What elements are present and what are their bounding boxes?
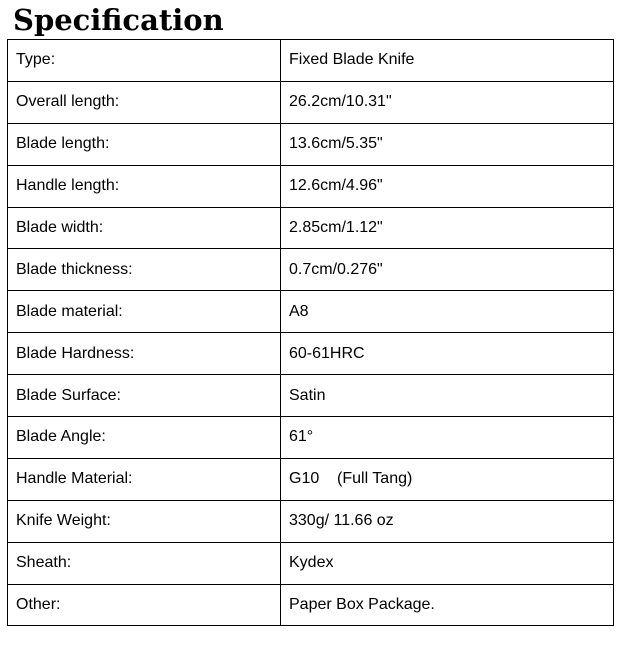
spec-value: Paper Box Package. bbox=[281, 584, 614, 626]
table-row bbox=[8, 375, 614, 417]
spec-value: 61° bbox=[281, 417, 614, 459]
spec-table bbox=[7, 39, 614, 626]
spec-label: Overall length: bbox=[8, 81, 281, 123]
spec-label: Blade width: bbox=[8, 207, 281, 249]
table-row bbox=[8, 123, 614, 165]
spec-value: G10 (Full Tang) bbox=[281, 458, 614, 500]
spec-value: Kydex bbox=[281, 542, 614, 584]
spec-label: Sheath: bbox=[8, 542, 281, 584]
spec-label: Handle length: bbox=[8, 165, 281, 207]
table-row bbox=[8, 291, 614, 333]
table-row bbox=[8, 584, 614, 626]
table-row bbox=[8, 542, 614, 584]
spec-label: Knife Weight: bbox=[8, 500, 281, 542]
table-row bbox=[8, 249, 614, 291]
table-row bbox=[8, 81, 614, 123]
spec-table-body bbox=[8, 40, 614, 626]
spec-value: A8 bbox=[281, 291, 614, 333]
spec-value: 26.2cm/10.31" bbox=[281, 81, 614, 123]
spec-label: Blade Angle: bbox=[8, 417, 281, 459]
spec-value: 13.6cm/5.35" bbox=[281, 123, 614, 165]
spec-value: 60-61HRC bbox=[281, 333, 614, 375]
page-title: Specification bbox=[13, 3, 224, 37]
table-row bbox=[8, 458, 614, 500]
table-row bbox=[8, 165, 614, 207]
spec-value: Fixed Blade Knife bbox=[281, 40, 614, 82]
spec-label: Blade Surface: bbox=[8, 375, 281, 417]
table-row bbox=[8, 207, 614, 249]
spec-value: 0.7cm/0.276" bbox=[281, 249, 614, 291]
spec-label: Blade length: bbox=[8, 123, 281, 165]
table-row bbox=[8, 333, 614, 375]
spec-label: Blade material: bbox=[8, 291, 281, 333]
spec-label: Blade Hardness: bbox=[8, 333, 281, 375]
spec-label: Blade thickness: bbox=[8, 249, 281, 291]
spec-label: Other: bbox=[8, 584, 281, 626]
spec-label: Type: bbox=[8, 40, 281, 82]
table-row bbox=[8, 417, 614, 459]
spec-value: Satin bbox=[281, 375, 614, 417]
spec-value: 2.85cm/1.12" bbox=[281, 207, 614, 249]
spec-value: 330g/ 11.66 oz bbox=[281, 500, 614, 542]
table-row bbox=[8, 40, 614, 82]
spec-value: 12.6cm/4.96" bbox=[281, 165, 614, 207]
table-row bbox=[8, 500, 614, 542]
spec-label: Handle Material: bbox=[8, 458, 281, 500]
